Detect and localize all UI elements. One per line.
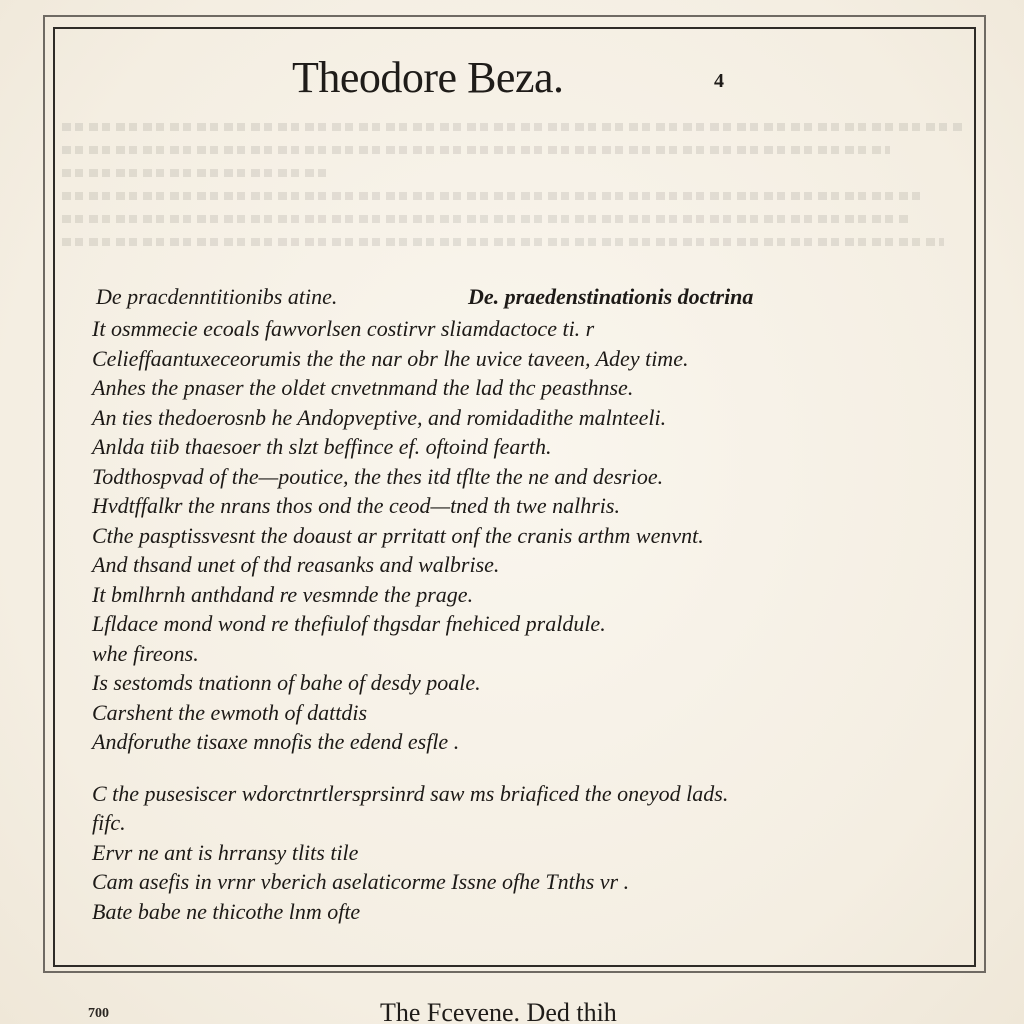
verse-line: Lfldace mond wond re thefiulof thgsdar fnehiced praldule. xyxy=(92,611,606,636)
verse-line: Cam asefis in vrnr vberich aselaticorme Issne ofhe Tnths vr . xyxy=(92,869,630,894)
verse-line: fifc. xyxy=(92,810,126,835)
page-number: 700 xyxy=(88,1006,109,1021)
verse-line: Carshent the ewmoth of dattdis xyxy=(92,699,367,725)
verse-line: Anhes the pnaser the oldet cnvetnmand the lad thc peasthnse. xyxy=(92,375,634,400)
running-header xyxy=(0,52,1024,108)
folio-mark: 4 xyxy=(714,70,724,92)
verse-line: Ervr ne ant is hrransy tlits tile xyxy=(92,839,359,865)
verse-line: And thsand unet of thd reasanks and walbrise. xyxy=(92,552,500,577)
verse-line: whe fireons. xyxy=(92,640,199,666)
verse-line: Hvdtffalkr the nrans thos ond the ceod—tned th twe nalhris. xyxy=(92,493,620,518)
heading-left: De pracdenntitionibs atine. xyxy=(96,284,338,309)
page-title: Theodore Beza. xyxy=(292,53,564,102)
verse-line: Celieffaantuxeceorumis the the nar obr lhe uvice taveen, Adey time. xyxy=(92,345,689,371)
heading-right: De. praedenstinationis doctrina xyxy=(468,284,754,309)
verse-body xyxy=(92,314,932,926)
stanza-break xyxy=(92,757,932,779)
verse-line: Is sestomds tnationn of bahe of desdy poale. xyxy=(92,670,481,695)
verse-line: Andforuthe tisaxe mnofis the edend esfle . xyxy=(92,729,460,754)
verse-line: It bmlhrnh anthdand re vesmnde the prage. xyxy=(92,581,474,607)
verse-line: It osmmecie ecoals fawvorlsen costirvr sliamdactoce ti. r xyxy=(92,316,595,341)
verse-line: Todthospvad of the—poutice, the thes itd tflte the ne and desrioe. xyxy=(92,463,664,489)
section-heading xyxy=(96,284,856,314)
verse-line: Bate babe ne thicothe lnm ofte xyxy=(92,898,361,924)
verse-line: An ties thedoerosnb he Andopveptive, and romidadithe malnteeli. xyxy=(92,404,667,430)
verse-line: Cthe pasptissvesnt the doaust ar prritatt onf the cranis arthm wenvnt. xyxy=(92,522,704,548)
verse-line: Anlda tiib thaesoer th slzt beffince ef. oftoind fearth. xyxy=(92,434,552,459)
catchword: The Fcevene. Ded thih xyxy=(380,998,617,1024)
verse-line: C the pusesiscer wdorctnrtlersprsinrd saw ms briaficed the oneyod lads. xyxy=(92,780,729,806)
